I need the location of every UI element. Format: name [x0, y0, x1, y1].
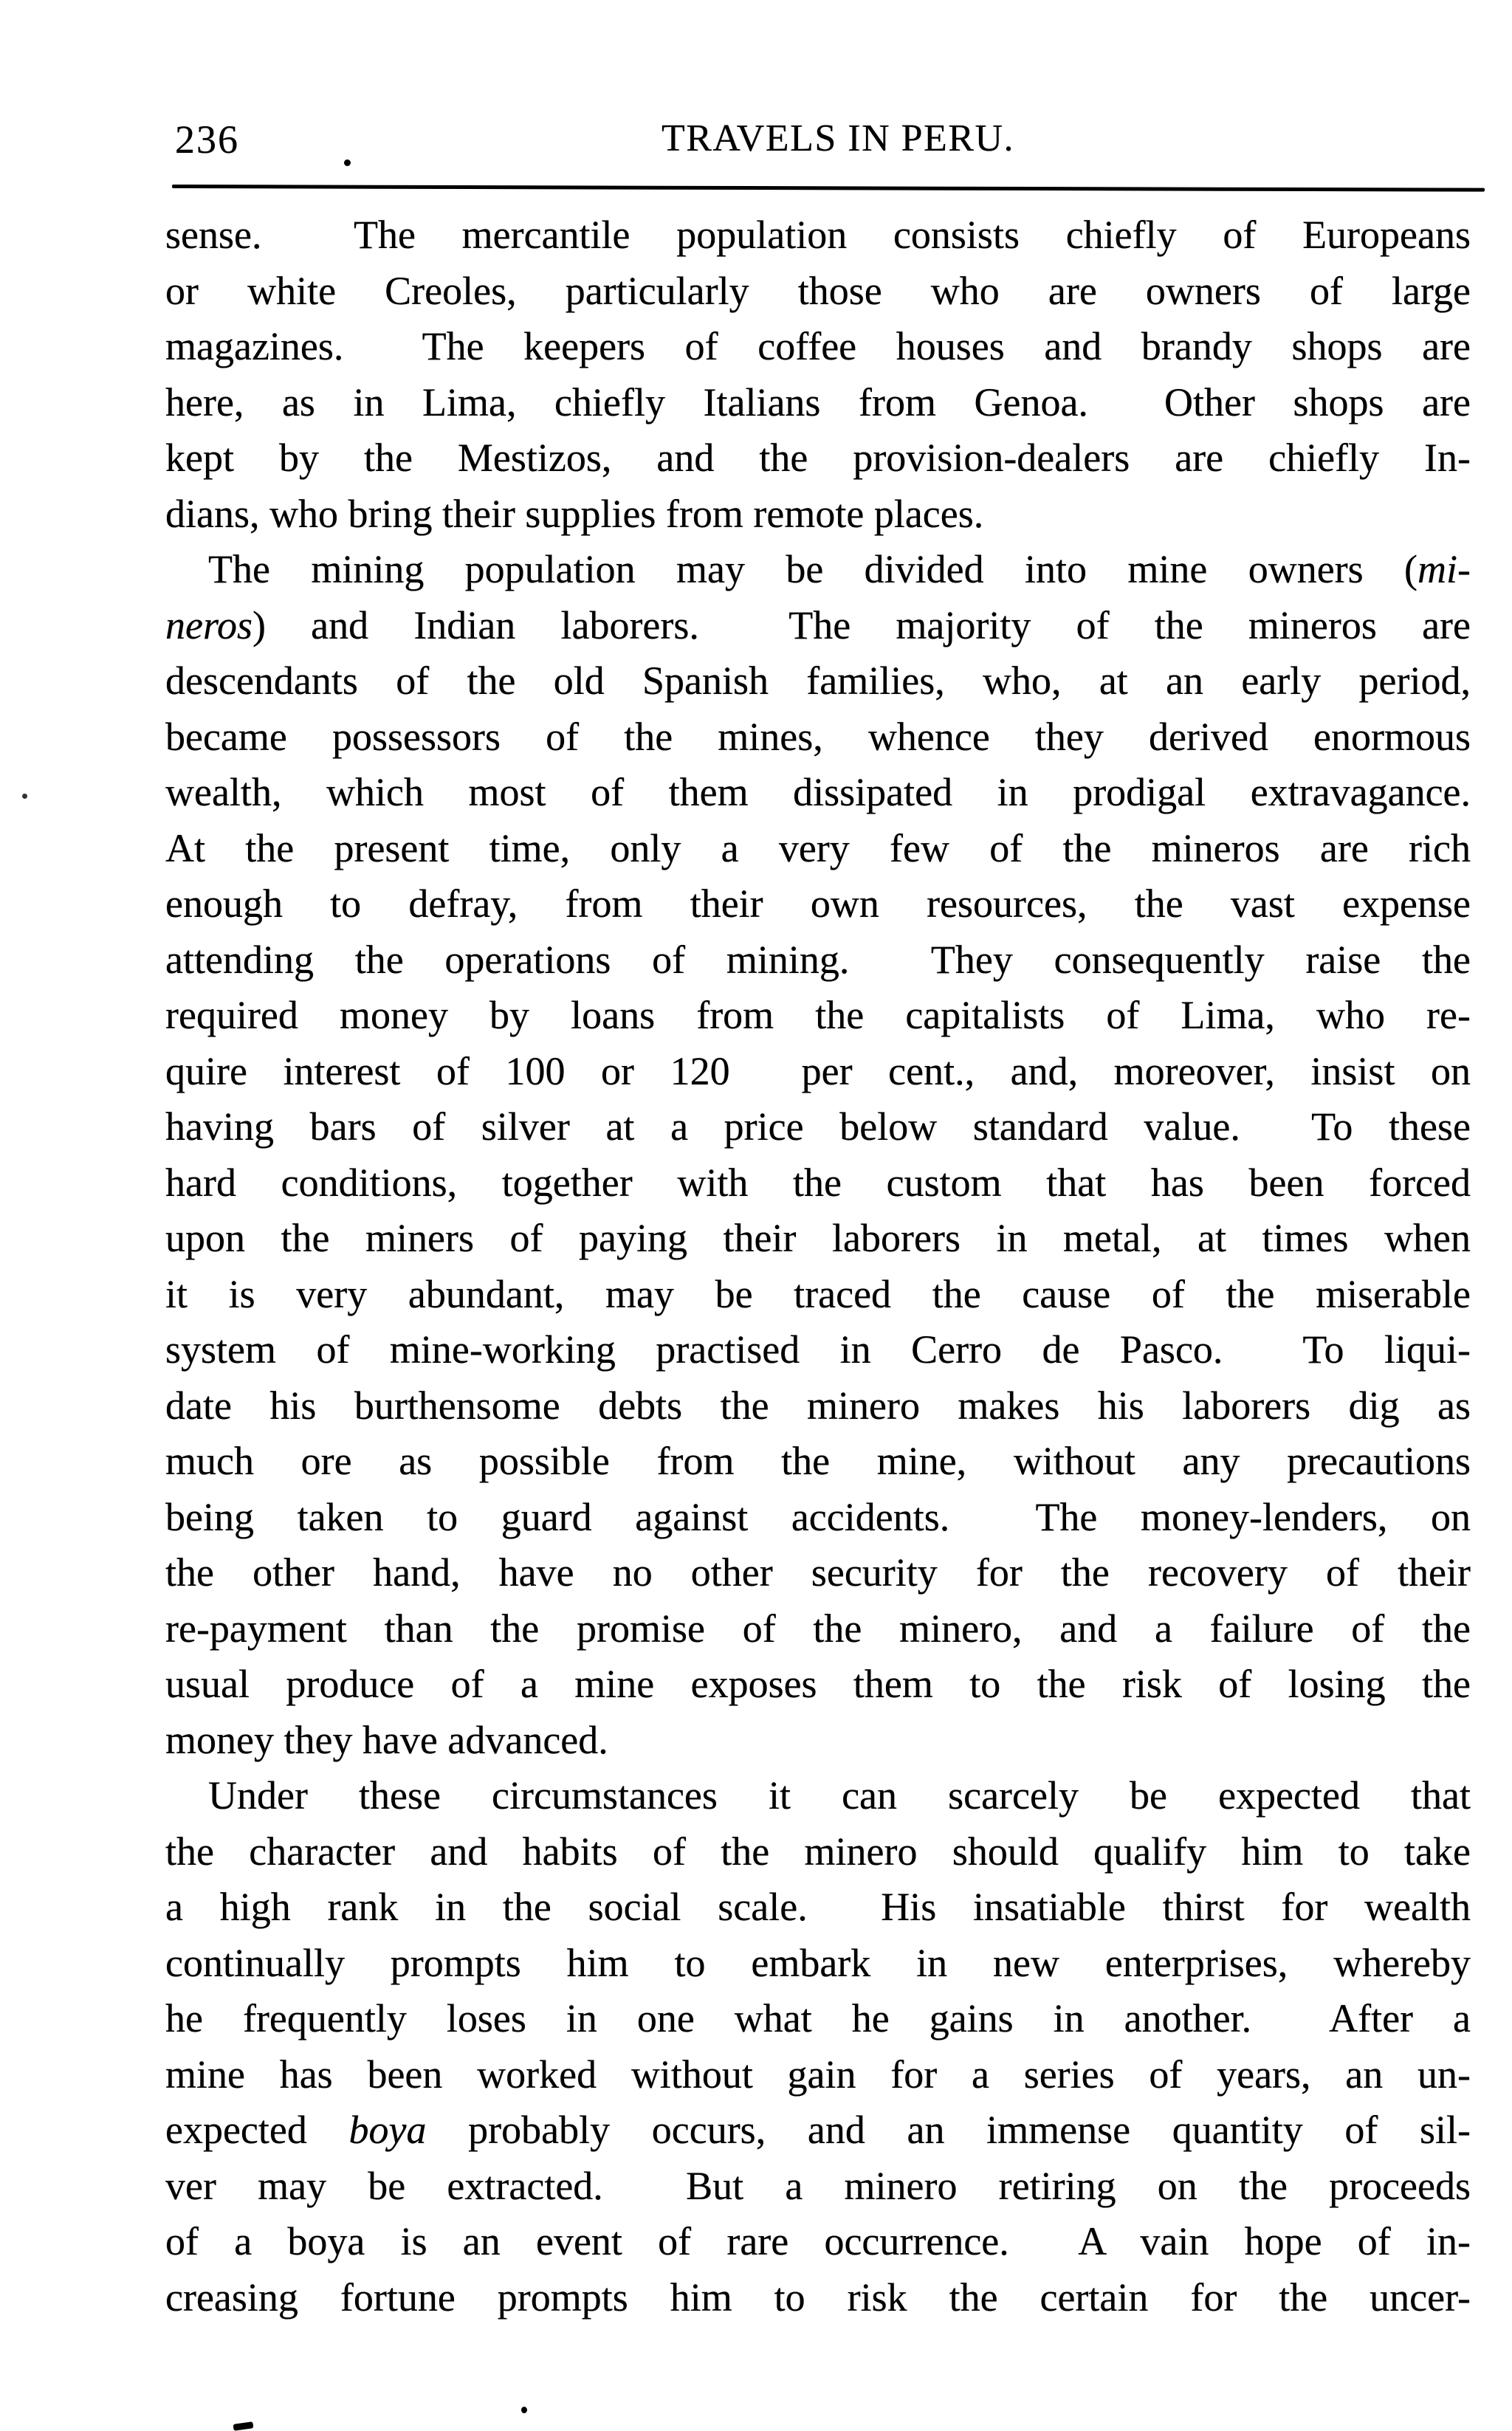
text-segment: quire interest of 100 or 120 per cent., and, moreover, insist on	[165, 1048, 1471, 1093]
text-segment: sense. The mercantile population consists chiefly of Europeans	[165, 213, 1471, 257]
text-line	[165, 2214, 1471, 2270]
text-line	[165, 1155, 1471, 1211]
text-segment: kept by the Mestizos, and the provision-dealers are chiefly In-	[165, 436, 1471, 480]
text-segment: being taken to guard against accidents. The money-lenders, on	[165, 1494, 1471, 1539]
body-text	[165, 207, 1471, 2325]
text-segment: re-payment than the promise of the minero, and a failure of the	[165, 1606, 1471, 1651]
text-segment: At the present time, only a very few of the mineros are rich	[165, 825, 1471, 870]
text-segment: ) and Indian laborers. The majority of the mineros are	[252, 602, 1471, 647]
text-line	[165, 1490, 1471, 1546]
text-segment: magazines. The keepers of coffee houses and brandy shops are	[165, 324, 1471, 368]
italic-text: neros	[165, 602, 252, 647]
text-line	[165, 2270, 1471, 2326]
text-line	[165, 709, 1471, 766]
ink-speck	[344, 159, 351, 166]
text-line	[165, 1657, 1471, 1713]
text-line	[165, 1267, 1471, 1323]
text-segment: creasing fortune prompts him to risk the certain for the uncer-	[165, 2274, 1471, 2320]
text-segment: attending the operations of mining. They consequently raise the	[165, 937, 1471, 982]
text-segment: became possessors of the mines, whence they derived enormous	[165, 714, 1471, 759]
text-segment: upon the miners of paying their laborers in metal, at times when	[165, 1216, 1471, 1260]
text-line	[165, 2159, 1471, 2215]
text-line	[165, 375, 1471, 431]
text-line	[165, 264, 1471, 320]
italic-text: mi-	[1418, 547, 1471, 591]
text-line	[165, 598, 1471, 654]
text-segment: dians, who bring their supplies from remote places.	[165, 491, 984, 536]
ink-speck	[521, 2407, 527, 2413]
text-line	[165, 207, 1471, 264]
text-line	[165, 542, 1471, 598]
text-line	[165, 2102, 1471, 2159]
text-segment: much ore as possible from the mine, without any precautions	[165, 1439, 1471, 1483]
text-segment: it is very abundant, may be traced the cause of the miserable	[165, 1271, 1471, 1316]
text-segment: descendants of the old Spanish families, who, at an early period,	[165, 659, 1471, 703]
text-line	[165, 932, 1471, 988]
text-line	[165, 1824, 1471, 1880]
ink-speck	[22, 794, 27, 799]
text-line	[165, 2047, 1471, 2103]
text-segment: here, as in Lima, chiefly Italians from Genoa. Other shops are	[165, 379, 1471, 424]
text-segment: mine has been worked without gain for a series of years, an un-	[165, 2052, 1471, 2097]
running-title: TRAVELS IN PERU.	[661, 117, 1015, 159]
page-number: 236	[175, 117, 239, 162]
text-line	[165, 1211, 1471, 1267]
text-line	[165, 319, 1471, 375]
text-segment: the other hand, have no other security for the recovery of their	[165, 1550, 1471, 1595]
text-segment: system of mine-working practised in Cerro de Pasco. To liqui-	[165, 1327, 1471, 1372]
header-rule	[172, 185, 1485, 192]
text-segment: date his burthensome debts the minero makes his laborers dig as	[165, 1383, 1471, 1428]
text-line	[165, 1768, 1471, 1824]
text-segment: enough to defray, from their own resources, the vast expense	[165, 881, 1471, 926]
text-line	[165, 1434, 1471, 1490]
text-segment: hard conditions, together with the custom that has been forced	[165, 1160, 1471, 1205]
text-segment: continually prompts him to embark in new enterprises, whereby	[165, 1940, 1471, 1985]
text-line	[165, 1322, 1471, 1378]
text-segment: The mining population may be divided into mine owners (	[208, 547, 1418, 591]
text-segment: having bars of silver at a price below standard value. To these	[165, 1104, 1471, 1149]
text-segment: a high rank in the social scale. His insatiable thirst for wealth	[165, 1885, 1471, 1929]
text-segment: of a boya is an event of rare occurrence. A vain hope of in-	[165, 2219, 1471, 2263]
text-segment: Under these circumstances it can scarcely be expected that	[208, 1773, 1471, 1818]
text-segment: usual produce of a mine exposes them to the risk of losing the	[165, 1662, 1471, 1706]
text-line	[165, 1991, 1471, 2047]
text-line	[165, 1601, 1471, 1657]
text-line	[165, 1545, 1471, 1601]
text-segment: required money by loans from the capitalists of Lima, who re-	[165, 993, 1471, 1037]
text-segment: he frequently loses in one what he gains in another. After a	[165, 1996, 1471, 2040]
text-segment: the character and habits of the minero should qualify him to take	[165, 1829, 1471, 1874]
ink-speck	[233, 2421, 254, 2431]
text-line	[165, 653, 1471, 709]
text-line	[165, 1936, 1471, 1992]
text-line	[165, 1713, 1471, 1769]
text-segment: wealth, which most of them dissipated in prodigal extravagance.	[165, 770, 1471, 814]
running-head	[165, 114, 1471, 163]
text-segment: money they have advanced.	[165, 1717, 608, 1762]
text-segment: probably occurs, and an immense quantity of sil-	[426, 2108, 1471, 2152]
text-line	[165, 821, 1471, 877]
italic-text: boya	[348, 2108, 427, 2152]
text-line	[165, 430, 1471, 486]
text-line	[165, 486, 1471, 543]
text-line	[165, 876, 1471, 932]
text-segment: ver may be extracted. But a minero retiring on the proceeds	[165, 2163, 1471, 2208]
text-line	[165, 1880, 1471, 1936]
text-line	[165, 765, 1471, 821]
text-line	[165, 1378, 1471, 1434]
text-line	[165, 1044, 1471, 1100]
text-segment: or white Creoles, particularly those who are owners of large	[165, 268, 1471, 313]
text-segment: expected	[165, 2108, 349, 2152]
text-line	[165, 1099, 1471, 1155]
text-line	[165, 988, 1471, 1044]
